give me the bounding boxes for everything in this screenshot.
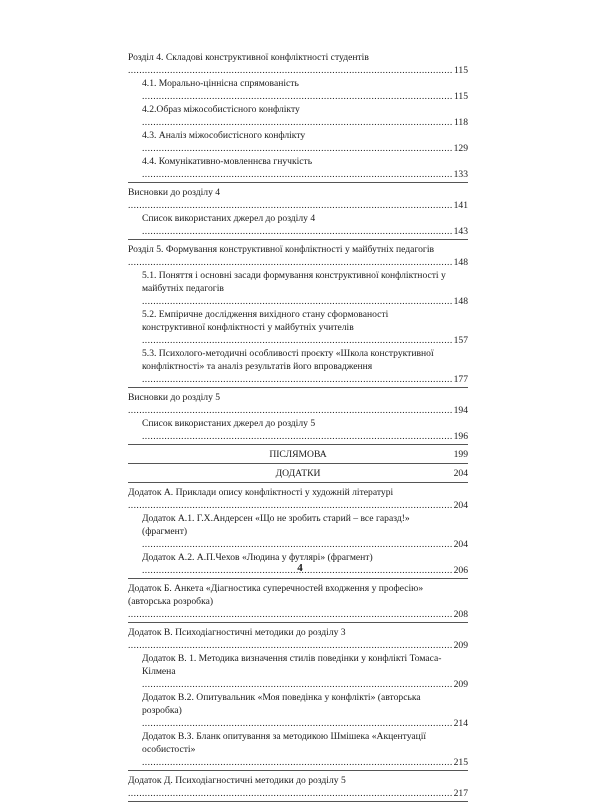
toc-entry [128,155,468,181]
toc-entry [128,391,468,417]
toc-entry [128,417,468,443]
toc-page-number: 118 [453,117,468,128]
toc-entry-title: Список використаних джерел до розділу 4 ..... [142,213,468,237]
toc-entry-title: Додаток В.З. Бланк опитування за методикою Шмішека «Акцентуації особистості» ..... [142,731,468,768]
toc-page-number: 148 [453,296,468,307]
toc-section-heading [128,467,468,481]
toc-entry [128,77,468,103]
toc-page-number: 204 [453,500,468,511]
toc-entry [128,486,468,512]
toc-entry-title: Додаток В.2. Опитувальник «Моя поведінка у конфлікті» (авторська розробка) ..... [142,692,468,729]
toc-page-number: 194 [453,405,468,416]
toc-entry-title: 4.1. Морально-ціннісна спрямованість ..... [142,78,468,102]
toc-entry [128,774,468,800]
toc-entry-title: Додаток А.2. А.П.Чехов «Людина у футлярі» (фрагмент) ..... [142,552,468,576]
toc-group [128,243,468,388]
toc-heading-text: ПІСЛЯМОВА [269,449,327,460]
toc-entry-title: Додаток Б. Анкета «Діагностика суперечностей входження у професію» (авторська розробка) ..... [128,583,468,620]
toc-page-number: 143 [453,226,468,237]
toc-entry [128,129,468,155]
toc-group [128,51,468,183]
toc-entry [128,308,468,347]
toc-entry [128,347,468,386]
toc-entry-title: Додаток А. Приклади опису конфліктності у художній літературі ..... [128,487,468,511]
toc-entry [128,269,468,308]
toc-page-number: 208 [453,609,468,620]
toc-page-number: 215 [453,757,468,768]
toc-entry-title: 5.3. Психолого-методичні особливості проєкту «Школа конструктивної конфліктності» та аналіз результатів його впровадження ..... [142,348,468,385]
toc-entry-title: Додаток В. 1. Методика визначення стилів поведінки у конфлікті Томаса-Кілмена ..... [142,653,468,690]
toc-page-number: 133 [453,169,468,180]
toc-page-number: 217 [453,788,468,799]
toc-entry [128,626,468,652]
toc-page-number: 115 [453,65,468,76]
toc-section-heading [128,448,468,462]
toc-entry-title: 4.2.Образ міжособистісного конфлікту ..... [142,104,468,128]
toc-entry [128,186,468,212]
toc-entry [128,582,468,621]
toc-entry-title: Додаток А.1. Г.Х.Андерсен «Що не зробить старий – все гаразд!» (фрагмент) ..... [142,513,468,550]
toc-entry-title: Список використаних джерел до розділу 5 ..... [142,418,468,442]
toc-page-number: 196 [453,431,468,442]
toc-entry [128,691,468,730]
toc-entry-title: Розділ 4. Складові конструктивної конфліктності студентів ..... [128,52,468,76]
toc-group [128,582,468,623]
table-of-contents [128,51,468,805]
toc-entry [128,212,468,238]
toc-page-number: 209 [453,640,468,651]
toc-group [128,391,468,445]
toc-entry-title: Висновки до розділу 4 ..... [128,187,468,211]
toc-entry-title: 4.3. Аналіз міжособистісного конфлікту ..... [142,130,468,154]
toc-group [128,626,468,771]
toc-page-number: 204 [453,539,468,550]
toc-entry-title: Висновки до розділу 5 ..... [128,392,468,416]
page-number: 4 [297,562,303,574]
toc-page-number: 214 [453,718,468,729]
toc-entry [128,652,468,691]
toc-page-number: 157 [453,335,468,346]
toc-page-number: 115 [453,91,468,102]
toc-page-number: 129 [453,143,468,154]
toc-group [128,774,468,802]
toc-entry-title: 5.2. Емпіричне дослідження вихідного стану сформованості конструктивної конфліктності у майбутніх учителів ..... [142,309,468,346]
toc-page-number: 209 [453,679,468,690]
toc-heading-text: ДОДАТКИ [275,468,321,479]
toc-entry [128,103,468,129]
toc-entry [128,51,468,77]
toc-entry [128,243,468,269]
toc-page-number: 204 [453,468,468,479]
toc-entry-title: Додаток Д. Психодіагностичні методики до розділу 5 ..... [128,775,468,799]
toc-page-number: 177 [453,374,468,385]
toc-entry [128,512,468,551]
toc-entry [128,730,468,769]
toc-group [128,186,468,240]
toc-page-number: 199 [453,449,468,460]
toc-group [128,448,468,464]
toc-page-number: 206 [453,565,468,576]
toc-page-number: 148 [453,257,468,268]
toc-page-number: 141 [453,200,468,211]
toc-group [128,467,468,483]
toc-entry-title: Додаток В. Психодіагностичні методики до розділу 3 ..... [128,627,468,651]
toc-entry-title: Розділ 5. Формування конструктивної конфліктності у майбутніх педагогів ..... [128,244,468,268]
toc-entry-title: 5.1. Поняття і основні засади формування конструктивної конфліктності у майбутніх педагогів ..... [142,270,468,307]
toc-entry-title: 4.4. Комунікативно-мовленнєва гнучкість ..... [142,156,468,180]
